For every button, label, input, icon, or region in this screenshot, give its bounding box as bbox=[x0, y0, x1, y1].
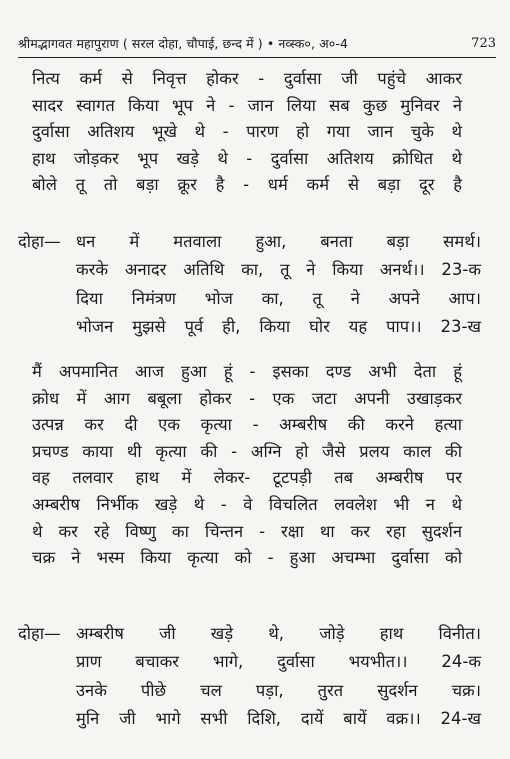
doha-line: भोजन मुझसे पूर्व ही, किया घोर यह पाप।। 23-ख bbox=[76, 317, 481, 337]
verse-block-2 bbox=[0, 359, 510, 572]
verse-line: सादर स्वागत किया भूप ने - जान लिया सब कुछ मुनिवर ने bbox=[32, 95, 462, 115]
verse-line: उत्पन्न कर दी एक कृत्या - अम्बरीष की करने हत्या bbox=[32, 415, 462, 435]
doha-block-2 bbox=[18, 620, 492, 734]
verse-line: दुर्वासा अतिशय भूखे थे - पारण हो गया जान चुके थे bbox=[32, 122, 462, 142]
running-header bbox=[18, 30, 496, 56]
page-number: 723 bbox=[471, 35, 496, 51]
doha-line: करके अनादर अतिथि का, तू ने किया अनर्थ।। 23-क bbox=[76, 260, 481, 280]
verse-block-1 bbox=[0, 66, 510, 199]
verse-line: प्रचण्ड काया थी कृत्या की - अग्नि हो जैसे प्रलय काल की bbox=[32, 441, 462, 461]
verse-line: हाथ जोड़कर भूप खड़े थे - दुर्वासा अतिशय क्रोधित थे bbox=[32, 148, 462, 168]
header-rule bbox=[18, 57, 496, 58]
doha-label: दोहा— bbox=[18, 624, 61, 643]
running-title: श्रीमद्भागवत महापुराण ( सरल दोहा, चौपाई, छन्द में ) • नव्स्क०, अ०-4 bbox=[18, 35, 349, 51]
verse-line: अम्बरीष निर्भीक खड़े थे - वे विचलित लवलेश भी न थे bbox=[32, 494, 462, 514]
verse-line: थे कर रहे विष्णु का चिन्तन - रक्षा था कर रहा सुदर्शन bbox=[32, 521, 462, 541]
verse-line: चक्र ने भस्म किया कृत्या को - हुआ अचम्भा दुर्वासा को bbox=[32, 548, 462, 568]
verse-line: वह तलवार हाथ में लेकर- टूटपड़ी तब अम्बरीष पर bbox=[32, 468, 462, 488]
doha-line: उनके पीछे चल पड़ा, तुरत सुदर्शन चक्र। bbox=[76, 680, 481, 700]
verse-line: क्रोध में आग बबूला होकर - एक जटा अपनी उखाड़कर bbox=[32, 388, 462, 408]
doha-line: धन में मतवाला हुआ, बनता बड़ा समर्थ। bbox=[76, 232, 481, 251]
doha-line: मुनि जी भागे सभी दिशि, दायें बायें वक्र।। 24-ख bbox=[76, 709, 481, 729]
doha-label: दोहा— bbox=[18, 232, 61, 251]
verse-line: बोले तू तो बड़ा क्रूर है - धर्म कर्म से बड़ा दूर है bbox=[32, 175, 462, 195]
doha-line: दिया निमंत्रण भोज का, तू ने अपने आप। bbox=[76, 288, 481, 308]
doha-block-1 bbox=[18, 228, 492, 342]
verse-line: मैं अपमानित आज हुआ हूं - इसका दण्ड अभी देता हूं bbox=[32, 362, 462, 381]
verse-line: नित्य कर्म से निवृत्त होकर - दुर्वासा जी पहुंचे आकर bbox=[32, 69, 462, 88]
doha-line: अम्बरीष जी खड़े थे, जोड़े हाथ विनीत। bbox=[76, 624, 481, 643]
doha-line: प्राण बचाकर भागे, दुर्वासा भयभीत।। 24-क bbox=[76, 652, 481, 672]
